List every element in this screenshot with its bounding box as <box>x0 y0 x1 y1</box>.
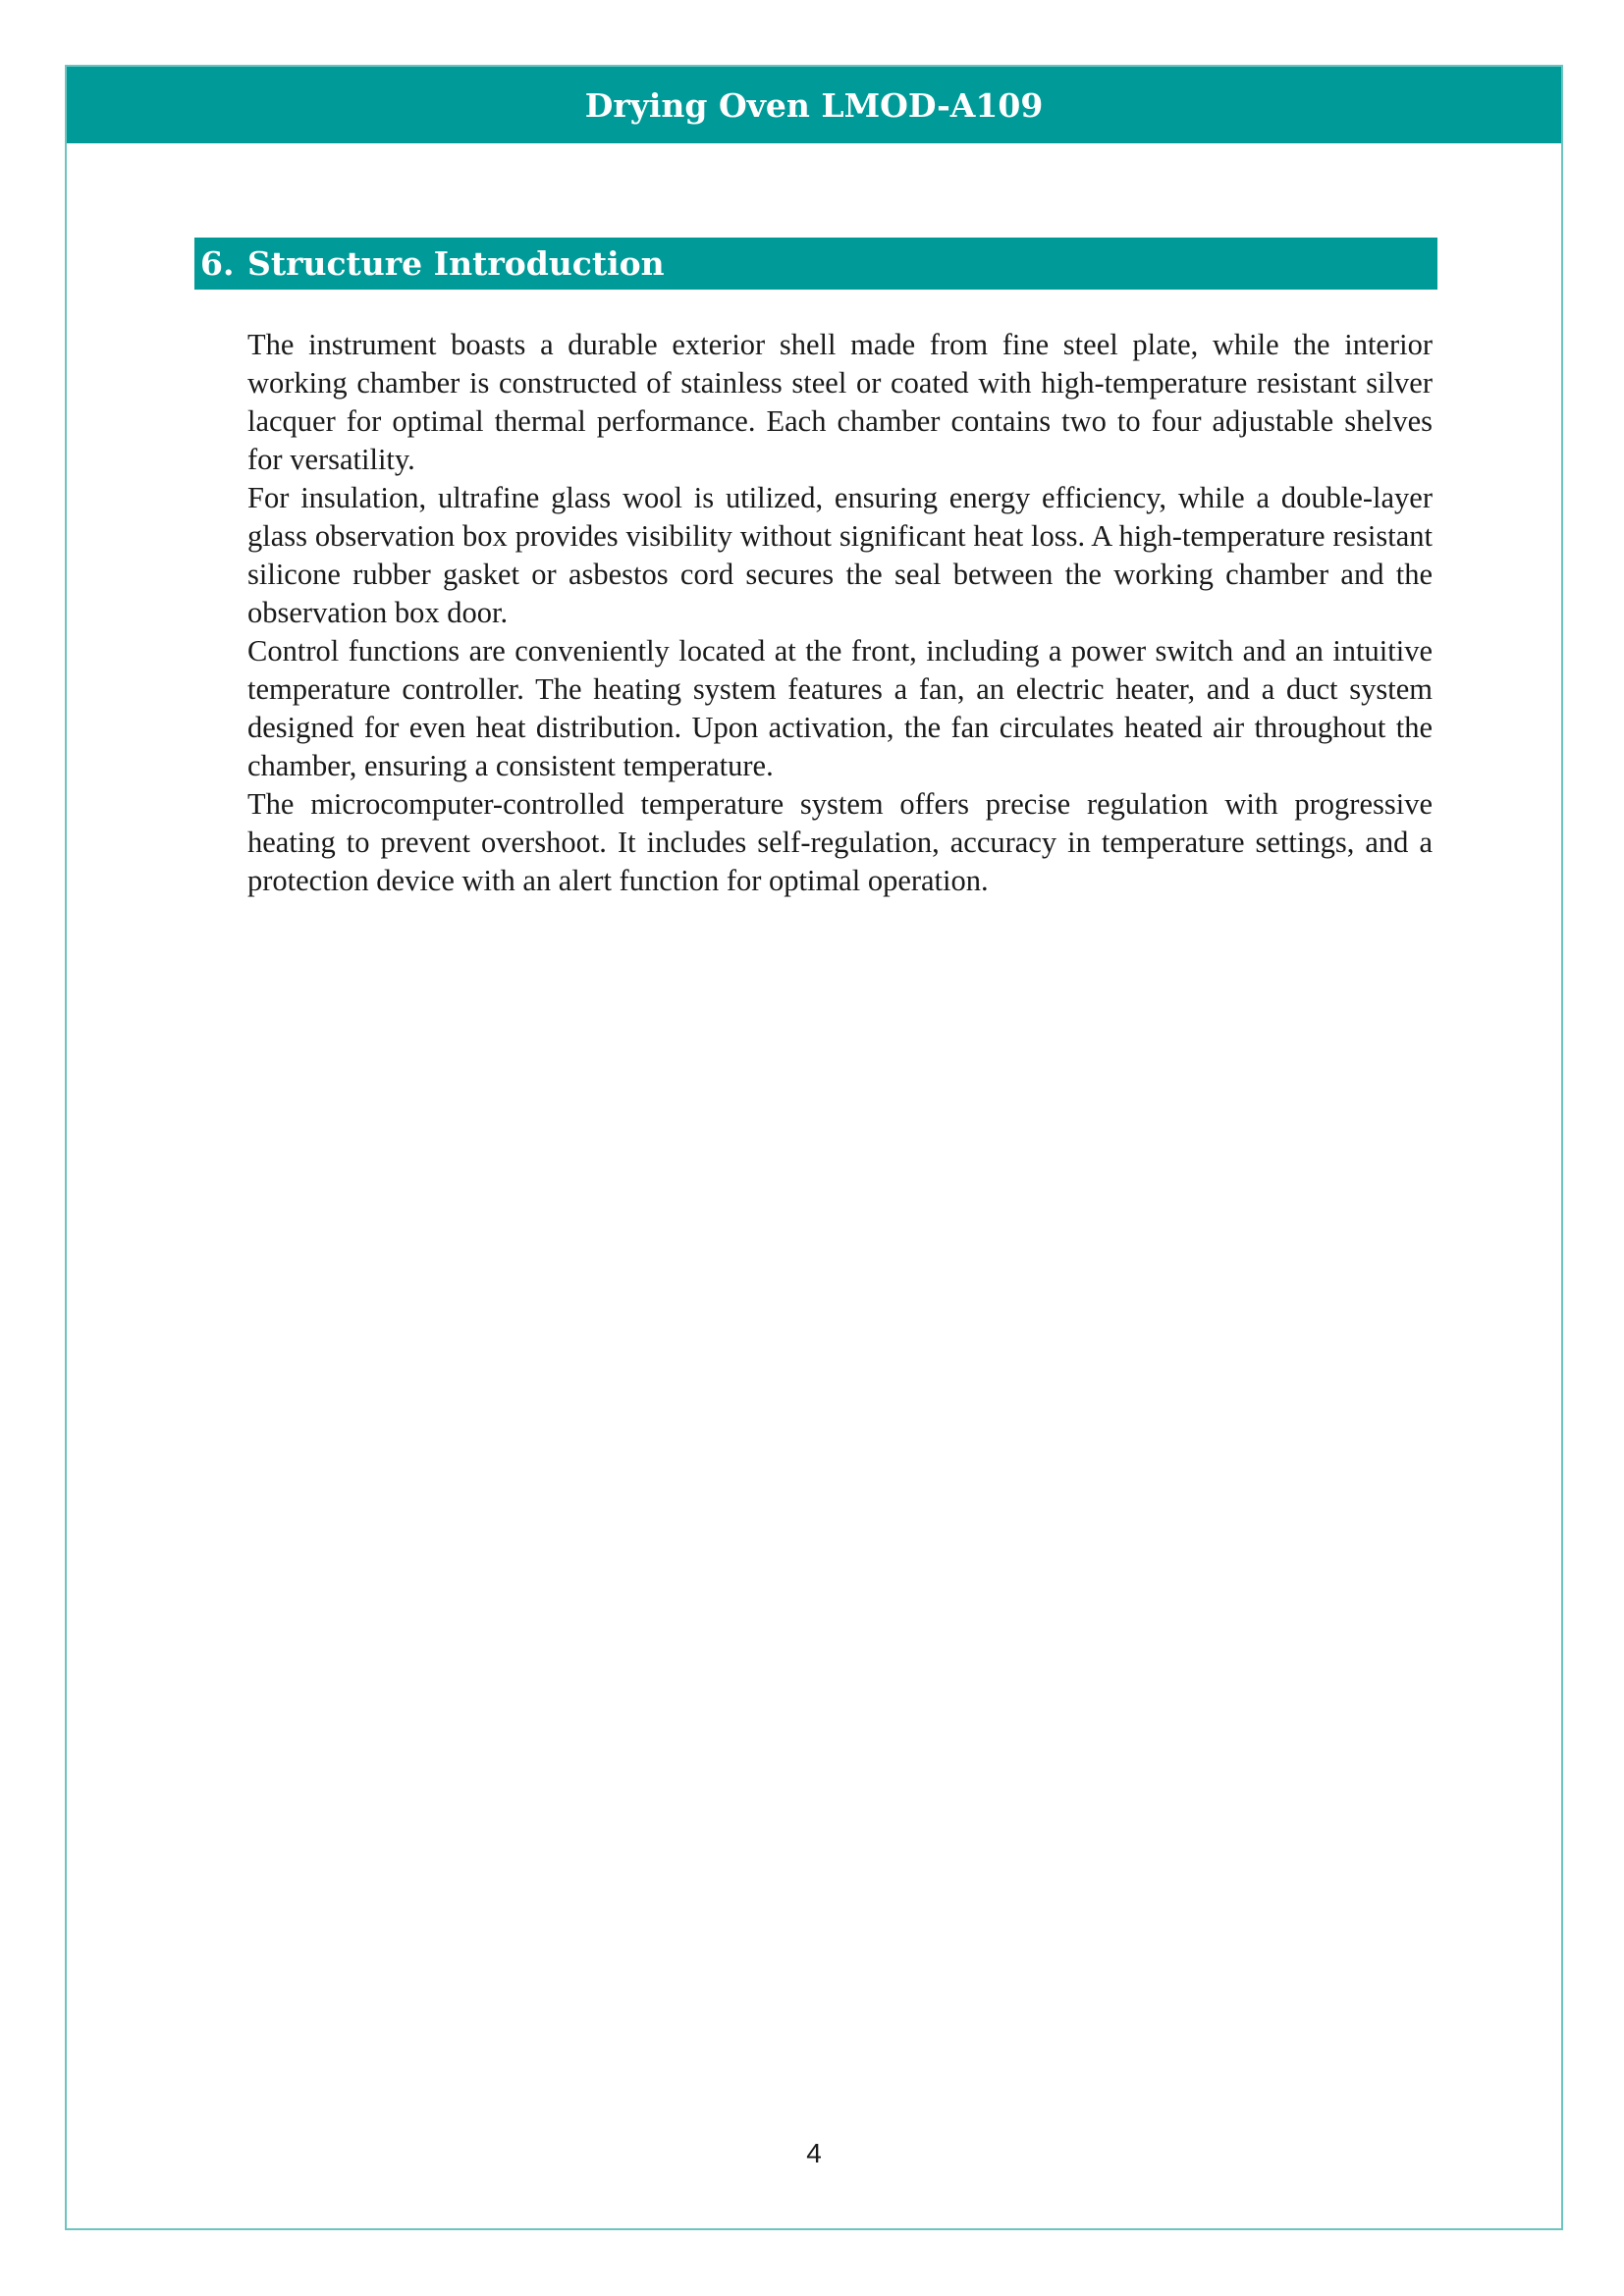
paragraph-exterior: The instrument boasts a durable exterior shell made from fine steel plate, while the interior working chamber is constructed of stainless steel or coated with high-temperature resistant silver lacquer for optimal thermal performance. Each chamber contains two to four adjustable shelves for versatility. <box>247 328 1433 476</box>
paragraph-temperature-system: The microcomputer-controlled temperature system offers precise regulation with progressive heating to prevent overshoot. It includes self-regulation, accuracy in temperature settings, and a protection device with an alert function for optimal operation. <box>247 787 1433 897</box>
paragraph-insulation: For insulation, ultrafine glass wool is utilized, ensuring energy efficiency, while a double-layer glass observation box provides visibility without significant heat loss. A high-temperature resistant silicone rubber gasket or asbestos cord secures the seal between the working chamber and the observation box door. <box>247 481 1433 629</box>
section-heading <box>194 238 1437 290</box>
page-frame <box>65 65 1563 2230</box>
page-number: 4 <box>806 2138 822 2168</box>
document-header <box>67 67 1561 143</box>
section-body <box>247 326 1433 900</box>
section-number: 6. <box>200 244 235 283</box>
paragraph-controls: Control functions are conveniently located at the front, including a power switch and an intuitive temperature controller. The heating system features a fan, an electric heater, and a duct system designed for even heat distribution. Upon activation, the fan circulates heated air throughout the chamber, ensuring a consistent temperature. <box>247 634 1433 782</box>
section-title: Structure Introduction <box>247 244 665 283</box>
document-title: Drying Oven LMOD-A109 <box>584 85 1044 125</box>
